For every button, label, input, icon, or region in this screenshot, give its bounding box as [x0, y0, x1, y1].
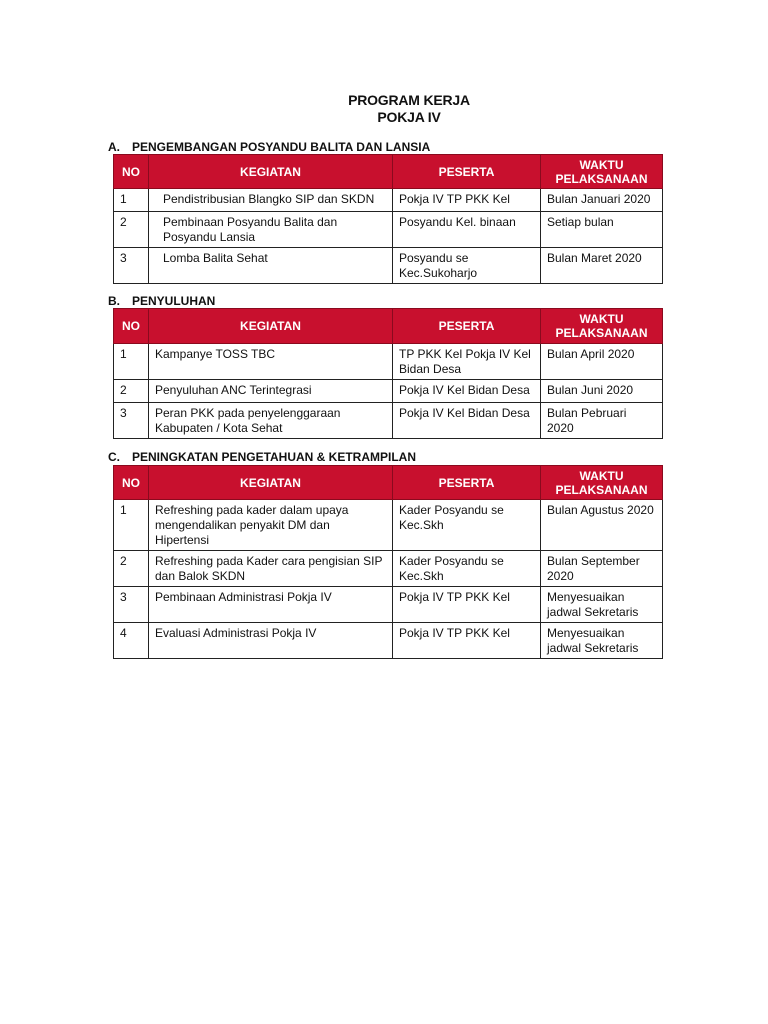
table-section-c: [113, 465, 663, 659]
row-kegiatan: Peran PKK pada penyelenggaraan Kabupaten / Kota Sehat: [149, 403, 393, 439]
row-peserta: Pokja IV Kel Bidan Desa: [393, 403, 541, 439]
row-kegiatan: Refreshing pada kader dalam upaya mengendalikan penyakit DM dan Hipertensi: [149, 500, 393, 551]
row-peserta: Posyandu se Kec.Sukoharjo: [393, 248, 541, 284]
header-no: NO: [114, 466, 149, 500]
header-kegiatan: KEGIATAN: [149, 309, 393, 344]
section-title: PENGEMBANGAN POSYANDU BALITA DAN LANSIA: [132, 140, 431, 154]
header-kegiatan: KEGIATAN: [149, 155, 393, 189]
table-section-b: [113, 308, 663, 439]
table-row: [114, 380, 663, 403]
row-kegiatan: Penyuluhan ANC Terintegrasi: [149, 380, 393, 403]
row-waktu: Bulan September 2020: [541, 551, 663, 587]
row-waktu: Bulan Juni 2020: [541, 380, 663, 403]
row-peserta: Pokja IV Kel Bidan Desa: [393, 380, 541, 403]
table-row: [114, 189, 663, 212]
section-title: PENINGKATAN PENGETAHUAN & KETRAMPILAN: [132, 450, 416, 464]
row-peserta: Pokja IV TP PKK Kel: [393, 189, 541, 212]
header-waktu: WAKTU PELAKSANAAN: [541, 466, 663, 500]
table-row: [114, 623, 663, 659]
row-waktu: Bulan Maret 2020: [541, 248, 663, 284]
table-row: [114, 344, 663, 380]
table-row: [114, 500, 663, 551]
row-peserta: TP PKK Kel Pokja IV Kel Bidan Desa: [393, 344, 541, 380]
header-no: NO: [114, 309, 149, 344]
row-no: 3: [114, 248, 149, 284]
row-peserta: Pokja IV TP PKK Kel: [393, 623, 541, 659]
page-title: PROGRAM KERJA: [348, 92, 470, 108]
row-no: 1: [114, 500, 149, 551]
table-row: [114, 551, 663, 587]
row-no: 2: [114, 212, 149, 248]
row-no: 4: [114, 623, 149, 659]
row-no: 1: [114, 344, 149, 380]
row-waktu: Bulan Pebruari 2020: [541, 403, 663, 439]
row-waktu: Menyesuaikan jadwal Sekretaris: [541, 587, 663, 623]
row-no: 3: [114, 587, 149, 623]
row-waktu: Menyesuaikan jadwal Sekretaris: [541, 623, 663, 659]
table-header-row: [114, 466, 663, 500]
table-header-row: [114, 155, 663, 189]
section-letter: C.: [108, 450, 120, 464]
row-no: 2: [114, 551, 149, 587]
header-waktu: WAKTU PELAKSANAAN: [541, 309, 663, 344]
header-peserta: PESERTA: [393, 155, 541, 189]
table-row: [114, 212, 663, 248]
section-b-heading: [108, 294, 215, 308]
row-kegiatan: Lomba Balita Sehat: [149, 248, 393, 284]
row-peserta: Posyandu Kel. binaan: [393, 212, 541, 248]
row-waktu: Setiap bulan: [541, 212, 663, 248]
section-title: PENYULUHAN: [132, 294, 216, 308]
row-peserta: Pokja IV TP PKK Kel: [393, 587, 541, 623]
table-row: [114, 587, 663, 623]
table-header-row: [114, 309, 663, 344]
section-letter: B.: [108, 294, 120, 308]
row-no: 1: [114, 189, 149, 212]
header-peserta: PESERTA: [393, 466, 541, 500]
row-waktu: Bulan April 2020: [541, 344, 663, 380]
row-peserta: Kader Posyandu se Kec.Skh: [393, 551, 541, 587]
page-subtitle: POKJA IV: [377, 109, 441, 125]
section-a-heading: [108, 140, 430, 154]
row-waktu: Bulan Januari 2020: [541, 189, 663, 212]
row-kegiatan: Kampanye TOSS TBC: [149, 344, 393, 380]
header-peserta: PESERTA: [393, 309, 541, 344]
table-row: [114, 403, 663, 439]
row-no: 2: [114, 380, 149, 403]
row-kegiatan: Refreshing pada Kader cara pengisian SIP dan Balok SKDN: [149, 551, 393, 587]
row-kegiatan: Evaluasi Administrasi Pokja IV: [149, 623, 393, 659]
table-section-a: [113, 154, 663, 284]
row-kegiatan: Pendistribusian Blangko SIP dan SKDN: [149, 189, 393, 212]
header-waktu: WAKTU PELAKSANAAN: [541, 155, 663, 189]
row-peserta: Kader Posyandu se Kec.Skh: [393, 500, 541, 551]
section-c-heading: [108, 450, 416, 464]
section-letter: A.: [108, 140, 120, 154]
header-no: NO: [114, 155, 149, 189]
row-kegiatan: Pembinaan Posyandu Balita dan Posyandu Lansia: [149, 212, 393, 248]
table-row: [114, 248, 663, 284]
header-kegiatan: KEGIATAN: [149, 466, 393, 500]
row-no: 3: [114, 403, 149, 439]
row-kegiatan: Pembinaan Administrasi Pokja IV: [149, 587, 393, 623]
row-waktu: Bulan Agustus 2020: [541, 500, 663, 551]
